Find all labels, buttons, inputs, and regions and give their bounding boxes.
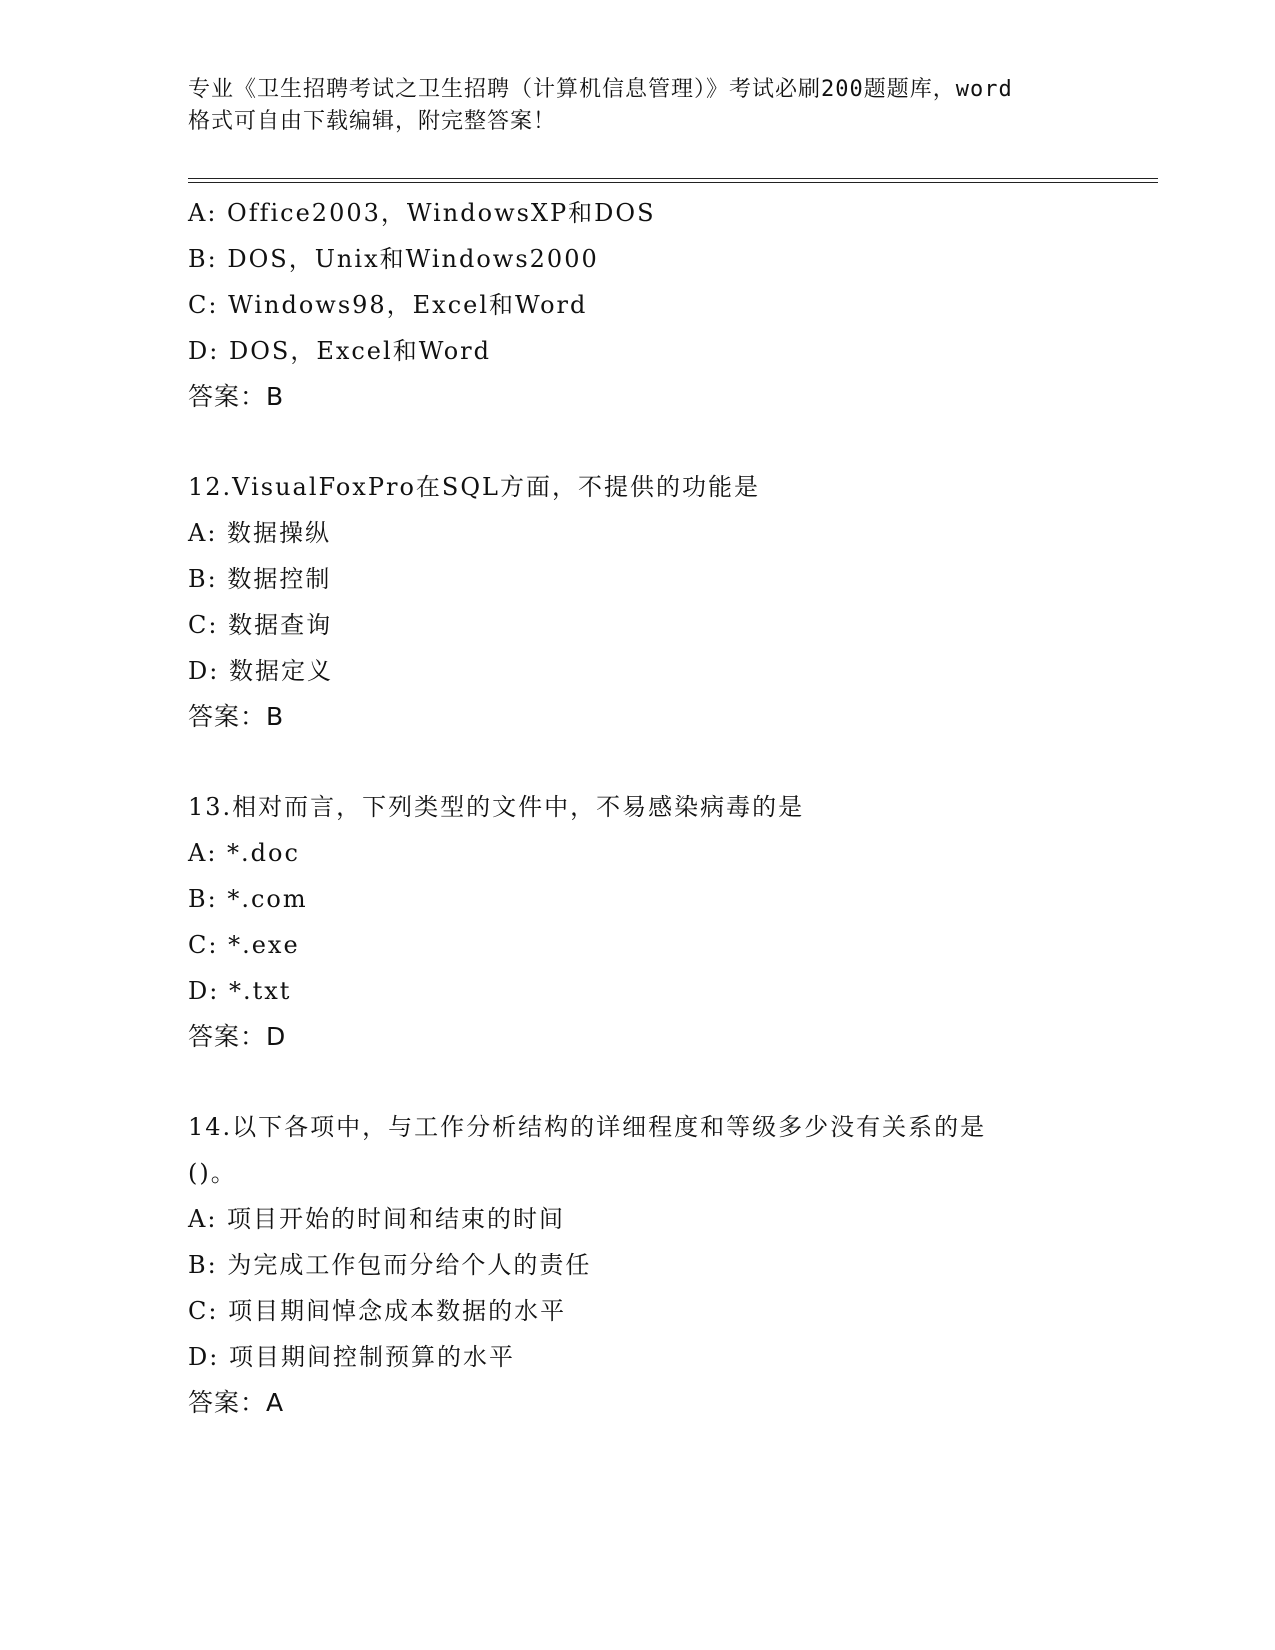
spacer	[188, 420, 1088, 464]
question-11	[188, 190, 1088, 420]
header-line-2: 格式可自由下载编辑，附完整答案！	[188, 109, 557, 134]
option-c: C: *.exe	[188, 931, 300, 959]
option-d: D: *.txt	[188, 977, 292, 1005]
option-d: D: 项目期间控制预算的水平	[188, 1343, 515, 1371]
answer: 答案：B	[188, 382, 285, 411]
header-divider	[188, 178, 1158, 183]
spacer	[188, 1060, 1088, 1104]
option-b: B: *.com	[188, 885, 308, 913]
spacer	[188, 740, 1088, 784]
question-13	[188, 784, 1088, 1060]
option-a: A: *.doc	[188, 839, 300, 867]
answer: 答案：B	[188, 702, 285, 731]
option-a: A: 数据操纵	[188, 519, 332, 547]
answer: 答案：D	[188, 1022, 287, 1051]
answer: 答案：A	[188, 1388, 285, 1417]
option-b: B: 数据控制	[188, 565, 332, 593]
question-text-continued: ()。	[188, 1159, 237, 1187]
question-list	[188, 190, 1088, 1426]
option-d: D: DOS，Excel和Word	[188, 337, 492, 365]
option-c: C: 数据查询	[188, 611, 333, 639]
question-12	[188, 464, 1088, 740]
question-text: 13.相对而言，下列类型的文件中，不易感染病毒的是	[188, 793, 805, 821]
option-a: A: Office2003，WindowsXP和DOS	[188, 199, 656, 227]
option-b: B: 为完成工作包而分给个人的责任	[188, 1251, 592, 1279]
document-header	[188, 74, 1088, 138]
question-text: 12.VisualFoxPro在SQL方面，不提供的功能是	[188, 473, 760, 501]
option-c: C: Windows98，Excel和Word	[188, 291, 588, 319]
option-c: C: 项目期间悼念成本数据的水平	[188, 1297, 567, 1325]
option-a: A: 项目开始的时间和结束的时间	[188, 1205, 566, 1233]
header-line-1: 专业《卫生招聘考试之卫生招聘（计算机信息管理）》考试必刷200题题库，word	[188, 77, 1013, 102]
option-d: D: 数据定义	[188, 657, 333, 685]
question-14	[188, 1104, 1088, 1426]
question-text: 14.以下各项中，与工作分析结构的详细程度和等级多少没有关系的是	[188, 1113, 987, 1141]
option-b: B: DOS，Unix和Windows2000	[188, 245, 599, 273]
